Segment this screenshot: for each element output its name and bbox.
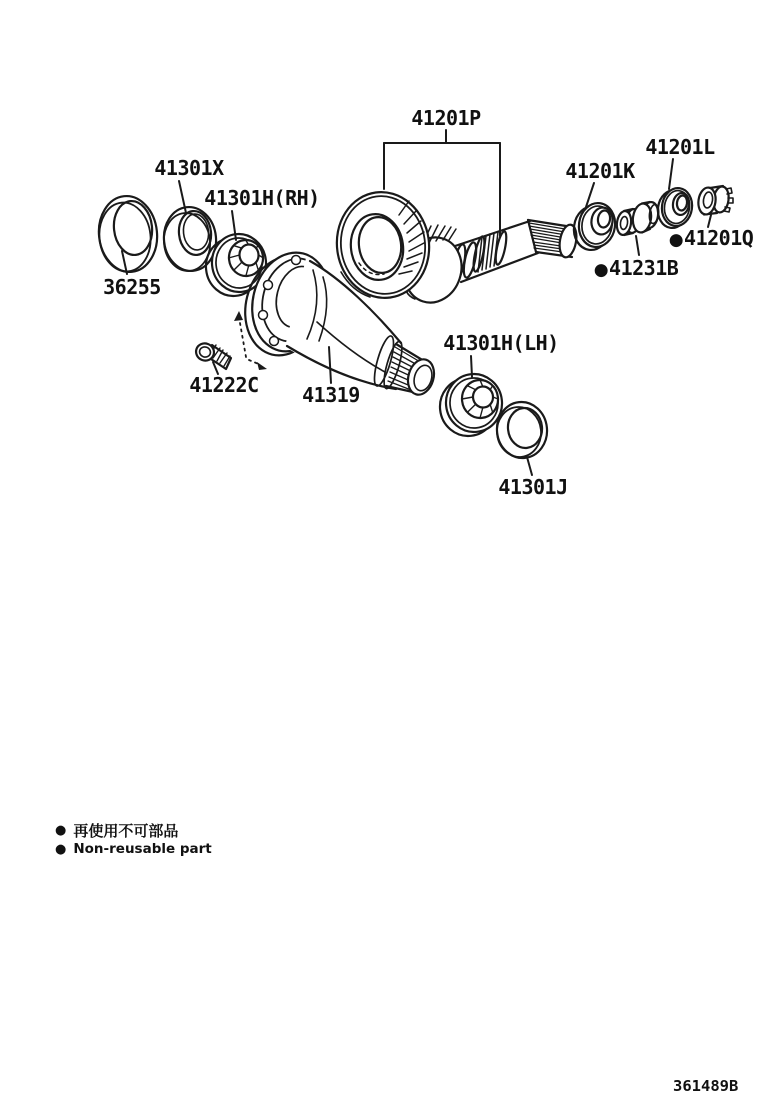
drawing-drive-pinion-shaft <box>450 220 579 283</box>
drawing-oil-seal-36255 <box>95 193 161 275</box>
legend-non-reusable-en <box>55 841 212 857</box>
part-label-41301H-RH[interactable]: 41301H(RH) <box>204 186 320 210</box>
part-label-41201L[interactable]: 41201L <box>645 135 715 159</box>
leader-41301H-LH <box>471 356 472 377</box>
part-label-41231B[interactable]: ●41231B <box>593 256 679 280</box>
legend-text-en: Non-reusable part <box>73 841 212 857</box>
drawing-front-bearing-41201K <box>571 201 618 253</box>
leader-41201L <box>669 159 673 189</box>
part-label-41201P[interactable]: 41201P <box>411 106 481 130</box>
part-label-41222C[interactable]: 41222C <box>189 373 259 397</box>
leader-41301J <box>527 457 532 475</box>
part-label-41201K[interactable]: 41201K <box>565 159 635 183</box>
drawing-race-41301X <box>161 204 219 273</box>
part-label-36255[interactable]: 36255 <box>103 275 161 299</box>
diagram-code: 361489B <box>673 1077 739 1095</box>
non-reusable-bullet-icon: ● <box>593 260 609 280</box>
part-label-41301J[interactable]: 41301J <box>498 475 568 499</box>
part-label-41301X[interactable]: 41301X <box>154 156 224 180</box>
non-reusable-bullet-icon: ● <box>55 823 67 838</box>
part-label-41301H-LH[interactable]: 41301H(LH) <box>443 331 559 355</box>
drawing-bearing-41201L <box>656 186 695 230</box>
non-reusable-bullet-icon: ● <box>668 230 684 250</box>
non-reusable-bullet-icon: ● <box>55 841 67 857</box>
drawing-bearing-spacer-41231B <box>615 201 659 236</box>
part-label-41319[interactable]: 41319 <box>302 383 360 407</box>
drawing-lock-nut-41201Q <box>697 186 733 216</box>
drawing-bearing-41301H-LH <box>437 371 505 439</box>
legend-non-reusable-ja <box>55 820 178 841</box>
drawing-bolt-41222C <box>194 341 231 369</box>
leader-41231B <box>636 236 639 255</box>
part-label-41201Q[interactable]: ●41201Q <box>668 226 754 250</box>
legend-text-ja: 再使用不可部品 <box>73 822 179 840</box>
